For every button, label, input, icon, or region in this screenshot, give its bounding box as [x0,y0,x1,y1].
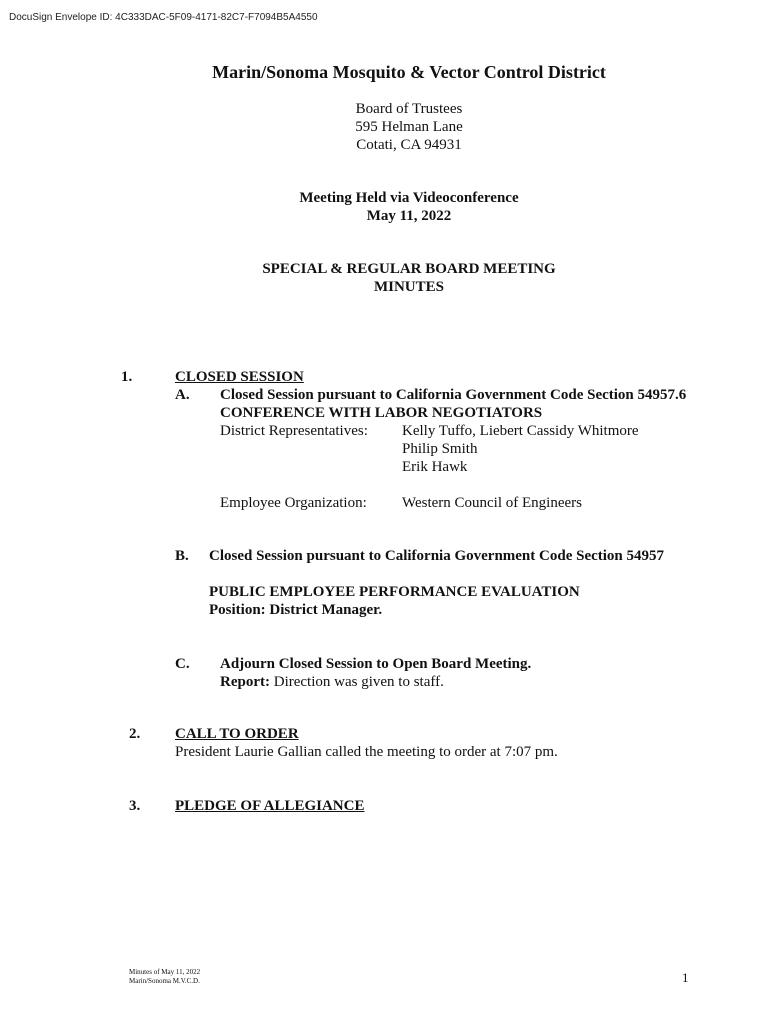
meeting-type: SPECIAL & REGULAR BOARD MEETING [262,261,556,277]
item-text: Position: District Manager. [209,602,383,618]
item-text: PUBLIC EMPLOYEE PERFORMANCE EVALUATION [209,584,580,600]
item-letter: B. [175,548,189,564]
section-number: 3. [129,798,141,814]
address-line: Cotati, CA 94931 [356,137,462,153]
section-heading: CALL TO ORDER [175,726,299,742]
item-text: CONFERENCE WITH LABOR NEGOTIATORS [220,405,543,421]
address-line: Board of Trustees [355,101,463,117]
minutes-label: MINUTES [373,279,444,295]
item-text: Adjourn Closed Session to Open Board Meeting. [220,656,532,672]
item-text: Closed Session pursuant to California Government Code Section 54957 [209,548,665,564]
field-label: Employee Organization: [220,495,367,511]
item-text: Closed Session pursuant to California Government Code Section 54957.6 [220,387,687,403]
field-value: Erik Hawk [402,459,468,475]
meeting-mode: Meeting Held via Videoconference [299,190,519,206]
field-label: District Representatives: [220,423,368,439]
field-value: Kelly Tuffo, Liebert Cassidy Whitmore [402,423,639,439]
item-letter: A. [175,387,190,403]
section-number: 2. [129,726,141,742]
section-number: 1. [121,369,133,385]
section-heading: CLOSED SESSION [175,369,304,385]
address-line: 595 Helman Lane [355,119,463,135]
section-text: President Laurie Gallian called the meeting to order at 7:07 pm. [175,744,558,760]
footer-line: Marin/Sonoma M.V.C.D. [129,977,200,985]
footer-line: Minutes of May 11, 2022 [129,968,201,976]
document-title: Marin/Sonoma Mosquito & Vector Control District [212,62,606,82]
meeting-date: May 11, 2022 [366,208,452,224]
report-text: Direction was given to staff. [269,674,444,690]
field-value: Philip Smith [402,441,478,457]
section-heading: PLEDGE OF ALLEGIANCE [175,798,365,814]
item-letter: C. [175,656,190,672]
field-value: Western Council of Engineers [402,495,582,511]
page-number: 1 [682,970,689,985]
envelope-id: DocuSign Envelope ID: 4C333DAC-5F09-4171-82C7-F7094B5A4550 [9,12,318,23]
report-label: Report: [220,674,270,690]
report-line [220,674,444,691]
